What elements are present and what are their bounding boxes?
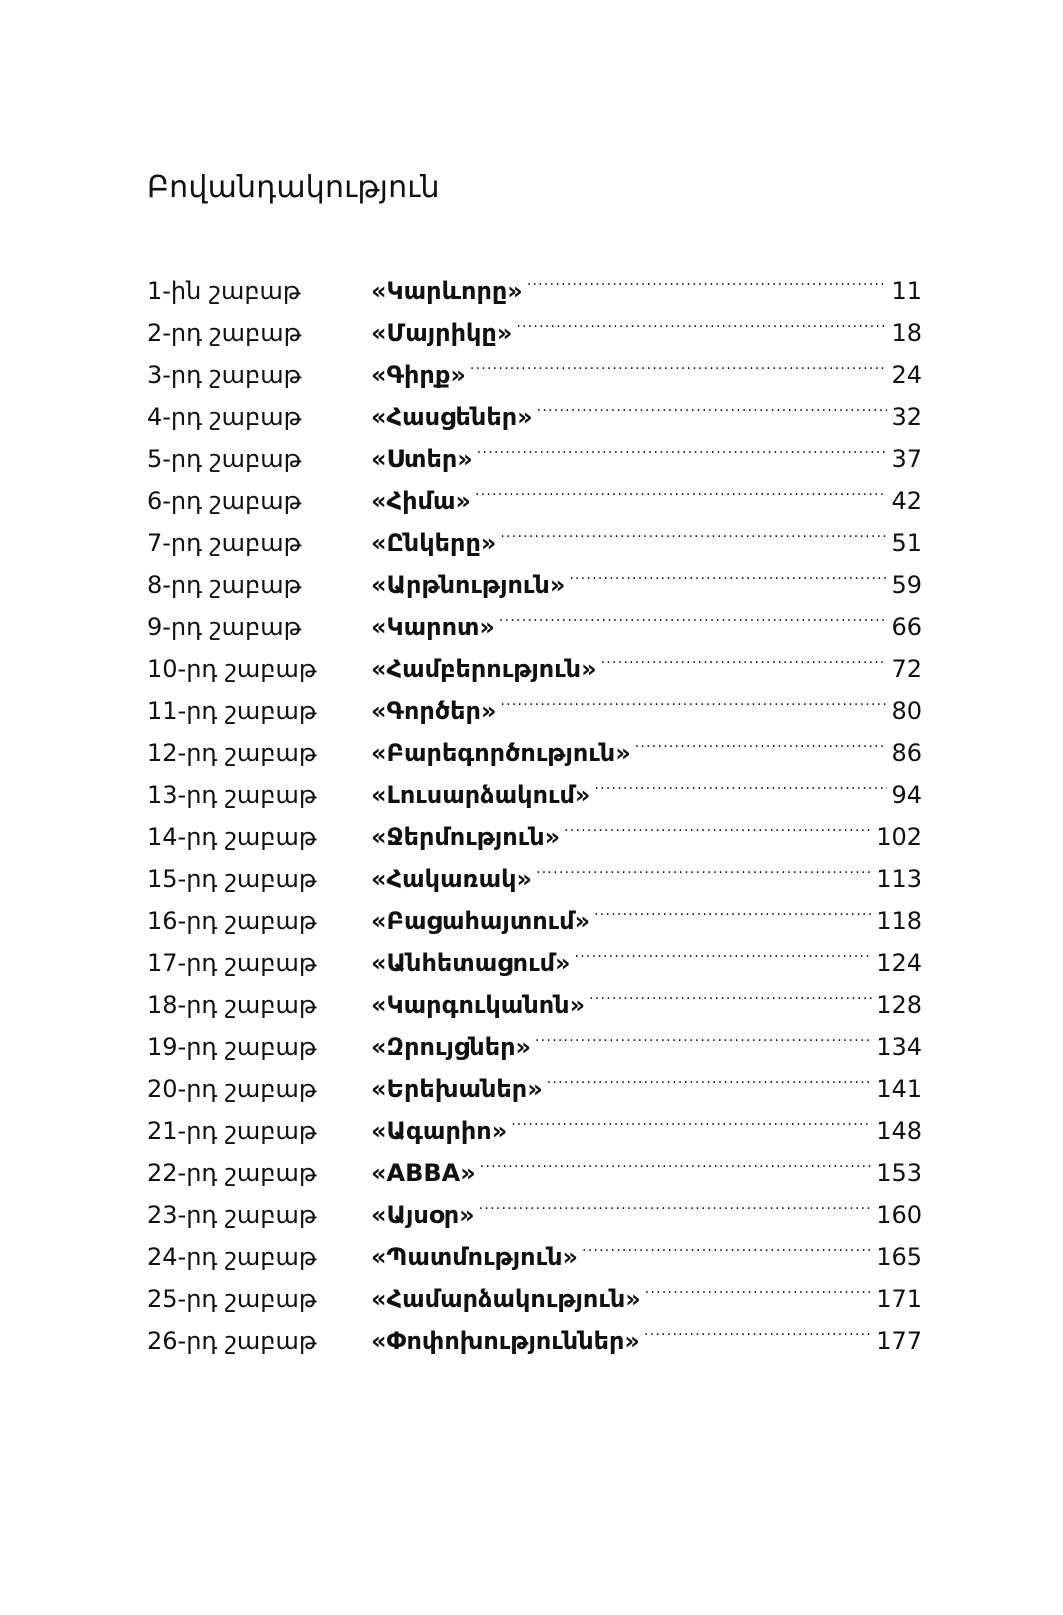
- toc-page-number: 171: [876, 1285, 922, 1313]
- toc-dot-leader: [511, 1097, 872, 1139]
- toc-week-label: 8-րդ շաբաթ: [147, 571, 302, 599]
- toc-chapter-title: «Կարևորը»: [371, 277, 523, 305]
- toc-dot-leader: [477, 425, 888, 467]
- toc-page-number: 18: [891, 319, 922, 347]
- toc-dot-leader: [470, 341, 888, 383]
- toc-chapter-title: «Գիրք»: [371, 361, 466, 389]
- toc-week-label: 6-րդ շաբաթ: [147, 487, 302, 515]
- toc-dot-leader: [569, 551, 887, 593]
- toc-chapter-title: «Երեխաներ»: [371, 1075, 543, 1103]
- toc-page-number: 153: [876, 1159, 922, 1187]
- toc-week-label: 15-րդ շաբաթ: [147, 865, 317, 893]
- toc-page-number: 32: [891, 403, 922, 431]
- toc-chapter-title: «Ընկերը»: [371, 529, 497, 557]
- toc-page-number: 37: [891, 445, 922, 473]
- toc-page-number: 72: [891, 655, 922, 683]
- toc-week-label: 26-րդ շաբաթ: [147, 1327, 317, 1355]
- toc-page-number: 42: [891, 487, 922, 515]
- toc-week-label: 21-րդ շաբաթ: [147, 1117, 317, 1145]
- toc-chapter-title: «Այսօր»: [371, 1201, 475, 1229]
- toc-dot-leader: [535, 1013, 872, 1055]
- toc-week-label: 17-րդ շաբաթ: [147, 949, 317, 977]
- toc-page-number: 141: [876, 1075, 922, 1103]
- toc-week-label: 12-րդ շաբաթ: [147, 739, 317, 767]
- toc-dot-leader: [480, 1139, 872, 1181]
- toc-chapter-title: «Ջերմություն»: [371, 823, 561, 851]
- toc-chapter-title: «Բացահայտում»: [371, 907, 591, 935]
- toc-dot-leader: [536, 845, 872, 887]
- toc-dot-leader: [645, 1265, 872, 1307]
- toc-chapter-title: «Գործեր»: [371, 697, 497, 725]
- toc-page-number: 128: [876, 991, 922, 1019]
- toc-week-label: 19-րդ շաբաթ: [147, 1033, 317, 1061]
- toc-page-number: 134: [876, 1033, 922, 1061]
- toc-week-label: 11-րդ շաբաթ: [147, 697, 317, 725]
- toc-dot-leader: [601, 635, 888, 677]
- toc-chapter-title: «Արթնություն»: [371, 571, 566, 599]
- toc-dot-leader: [635, 719, 888, 761]
- toc-page-number: 24: [891, 361, 922, 389]
- toc-dot-leader: [479, 1181, 873, 1223]
- toc-chapter-title: «Հասցեներ»: [371, 403, 533, 431]
- toc-week-label: 18-րդ շաբաթ: [147, 991, 317, 1019]
- toc-page-number: 118: [876, 907, 922, 935]
- toc-week-label: 16-րդ շաբաթ: [147, 907, 317, 935]
- toc-page-number: 102: [876, 823, 922, 851]
- toc-chapter-title: «Ագարիո»: [371, 1117, 508, 1145]
- toc-week-label: 14-րդ շաբաթ: [147, 823, 317, 851]
- toc-week-label: 3-րդ շաբաթ: [147, 361, 302, 389]
- toc-page-number: 80: [891, 697, 922, 725]
- toc-page-number: 94: [891, 781, 922, 809]
- toc-chapter-title: «Կարգուկանոն»: [371, 991, 586, 1019]
- toc-week-label: 4-րդ շաբաթ: [147, 403, 302, 431]
- toc-chapter-title: «Փոփոխություններ»: [371, 1327, 640, 1355]
- toc-dot-leader: [594, 887, 872, 929]
- toc-chapter-title: «Մայրիկը»: [371, 319, 513, 347]
- toc-dot-leader: [564, 803, 872, 845]
- toc-chapter-title: «Հակառակ»: [371, 865, 533, 893]
- toc-page-number: 86: [891, 739, 922, 767]
- toc-chapter-title: «Պատմություն»: [371, 1243, 578, 1271]
- toc-dot-leader: [644, 1307, 872, 1349]
- toc-week-label: 10-րդ շաբաթ: [147, 655, 317, 683]
- toc-chapter-title: «Համբերություն»: [371, 655, 597, 683]
- toc-page-number: 66: [891, 613, 922, 641]
- toc-dot-leader: [582, 1223, 872, 1265]
- toc-page-number: 124: [876, 949, 922, 977]
- toc-week-label: 9-րդ շաբաթ: [147, 613, 302, 641]
- toc-week-label: 7-րդ շաբաթ: [147, 529, 302, 557]
- toc-week-label: 13-րդ շաբաթ: [147, 781, 317, 809]
- toc-page-number: 59: [891, 571, 922, 599]
- toc-chapter-title: «Ստեր»: [371, 445, 473, 473]
- toc-page-number: 113: [876, 865, 922, 893]
- toc-week-label: 1-ին շաբաթ: [147, 277, 301, 305]
- toc-dot-leader: [537, 383, 888, 425]
- toc-dot-leader: [527, 257, 888, 299]
- toc-dot-leader: [575, 929, 873, 971]
- toc-dot-leader: [589, 971, 872, 1013]
- toc-chapter-title: «ABBA»: [371, 1159, 476, 1187]
- toc-dot-leader: [499, 593, 888, 635]
- toc-dot-leader: [475, 467, 887, 509]
- table-of-contents: [147, 257, 922, 1355]
- toc-week-label: 20-րդ շաբաթ: [147, 1075, 317, 1103]
- toc-dot-leader: [547, 1055, 872, 1097]
- page-title: Բովանդակություն: [147, 170, 440, 205]
- toc-chapter-title: «Հիմա»: [371, 487, 471, 515]
- toc-chapter-title: «Զրույցներ»: [371, 1033, 532, 1061]
- toc-week-label: 22-րդ շաբաթ: [147, 1159, 317, 1187]
- toc-week-label: 2-րդ շաբաթ: [147, 319, 302, 347]
- toc-chapter-title: «Լուսարձակում»: [371, 781, 591, 809]
- toc-chapter-title: «Բարեգործություն»: [371, 739, 631, 767]
- toc-page-number: 165: [876, 1243, 922, 1271]
- toc-page-number: 51: [891, 529, 922, 557]
- toc-entry[interactable]: [147, 257, 922, 305]
- toc-chapter-title: «Համարձակություն»: [371, 1285, 641, 1313]
- toc-week-label: 23-րդ շաբաթ: [147, 1201, 317, 1229]
- toc-page-number: 177: [876, 1327, 922, 1355]
- toc-dot-leader: [500, 509, 887, 551]
- toc-chapter-title: «Անհետացում»: [371, 949, 571, 977]
- toc-page-number: 11: [891, 277, 922, 305]
- toc-dot-leader: [594, 761, 887, 803]
- toc-chapter-title: «Կարոտ»: [371, 613, 495, 641]
- toc-week-label: 5-րդ շաբաթ: [147, 445, 302, 473]
- toc-dot-leader: [516, 299, 887, 341]
- toc-page-number: 160: [876, 1201, 922, 1229]
- toc-dot-leader: [500, 677, 887, 719]
- toc-week-label: 25-րդ շաբաթ: [147, 1285, 317, 1313]
- toc-page-number: 148: [876, 1117, 922, 1145]
- toc-week-label: 24-րդ շաբաթ: [147, 1243, 317, 1271]
